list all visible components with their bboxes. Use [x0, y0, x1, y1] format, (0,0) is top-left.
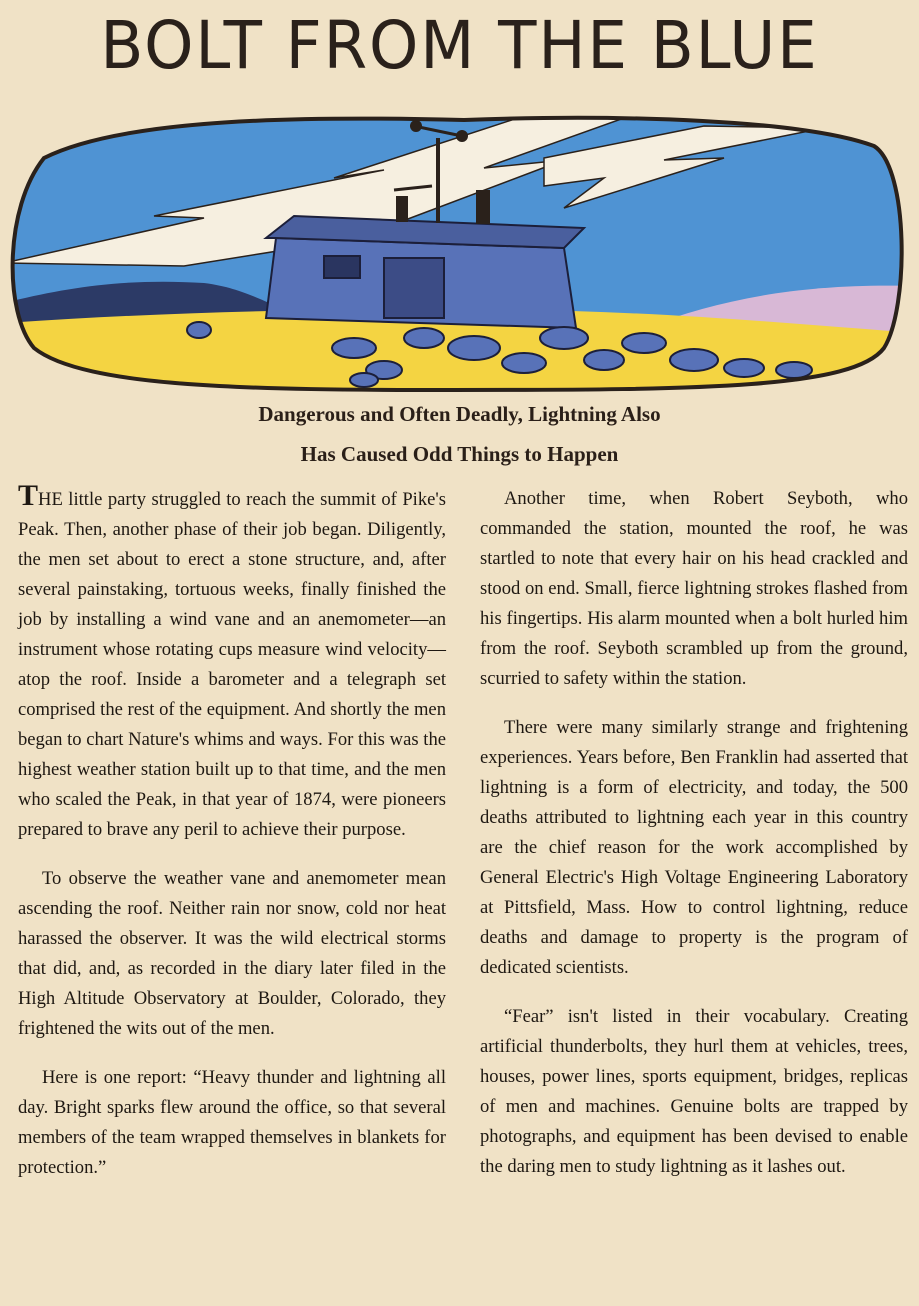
- illustration-scene: [4, 98, 916, 398]
- paragraph: Here is one report: “Heavy thunder and lightning all day. Bright sparks flew around the office, so that several members of the team wrapped themselves in blankets for protection.”: [18, 1067, 446, 1178]
- subtitle-line-1: Dangerous and Often Deadly, Lightning Also: [258, 402, 661, 426]
- drop-cap: T: [18, 479, 39, 512]
- paragraph: Another time, when Robert Seyboth, who commanded the station, mounted the roof, he was startled to note that every hair on his head crackled and stood on end. Small, fierce lightning strokes flashed from his fingertips. His alarm mounted when a bolt hurled him from the roof. Seyboth scrambled up from the ground, scurried to safety within the station.: [480, 488, 908, 689]
- article-title: BOLT FROM THE BLUE: [100, 7, 819, 84]
- subtitle-line-2: Has Caused Odd Things to Happen: [300, 442, 619, 466]
- paragraph: THE little party struggled to reach the summit of Pike's Peak. Then, another phase of their job began. Diligently, the men set about to erect a stone structure, and, after several painstaking, tortuous weeks, finally finished the job by installing a wind vane and an anemometer—an instrument whose rotating cups measure wind velocity—atop the roof. Inside a barometer and a telegraph set comprised the rest of the equipment. And shortly the men began to chart Nature's whims and ways. For this was the highest weather station built up to that time, and the men who scaled the Peak, in that year of 1874, were pioneers prepared to brave any peril to achieve their purpose.: [18, 479, 446, 840]
- paragraph: To observe the weather vane and anemometer mean ascending the roof. Neither rain nor snow, cold nor heat harassed the observer. It was the wild electrical storms that did, and, as recorded in the diary later filed in the High Altitude Observatory at Boulder, Colorado, they frightened the wits out of the men.: [18, 868, 446, 1039]
- paragraph: “Fear” isn't listed in their vocabulary. Creating artificial thunderbolts, they hurl them at vehicles, trees, houses, power lines, sports equipment, bridges, replicas of men and machines. Genuine bolts are trapped by photographs, and equipment has been devised to enable the daring men to study lightning as it lashes out.: [480, 1006, 908, 1177]
- subtitle: [0, 394, 919, 474]
- illustration-panel: [4, 98, 916, 398]
- left-column: [18, 479, 446, 1202]
- right-column: [480, 484, 908, 1201]
- paragraph: There were many similarly strange and frightening experiences. Years before, Ben Franklin had asserted that lightning is a form of electricity, and today, the 500 deaths attributed to lightning each year in this country are the chief reason for the work accomplished by General Electric's High Voltage Engineering Laboratory at Pittsfield, Mass. How to control lightning, reduce deaths and damage to property is the program of dedicated scientists.: [480, 717, 908, 978]
